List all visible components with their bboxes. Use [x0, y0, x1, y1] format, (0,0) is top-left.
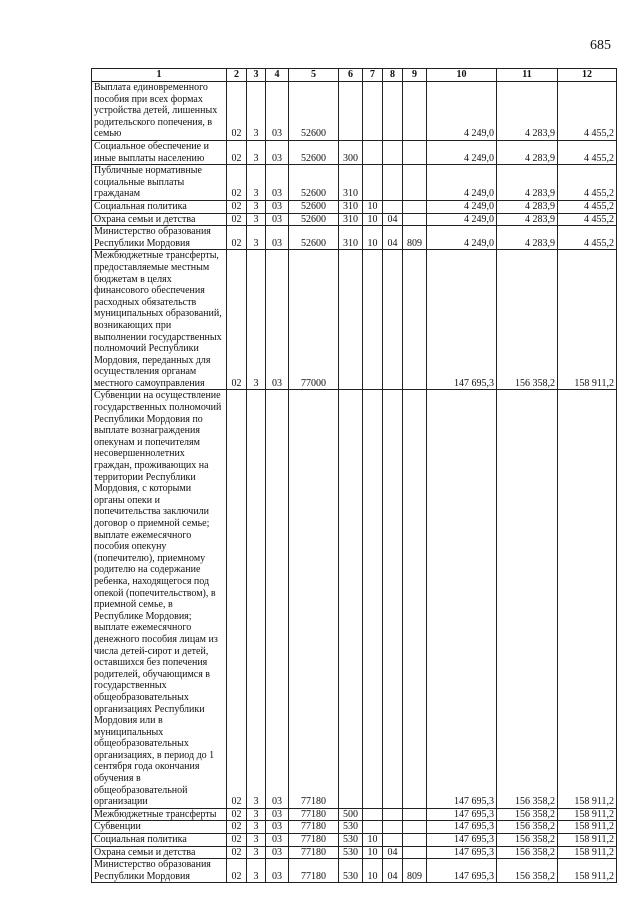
code-col-7: 10 [363, 846, 383, 859]
code-col-3: 3 [247, 808, 266, 821]
code-col-3: 3 [247, 821, 266, 834]
code-col-4: 03 [266, 213, 289, 226]
code-col-6 [339, 390, 363, 808]
code-col-2: 02 [227, 200, 247, 213]
amount-col-12: 158 911,2 [558, 808, 617, 821]
amount-col-10: 4 249,0 [427, 200, 497, 213]
row-name: Социальная политика [92, 834, 227, 847]
row-name: Межбюджетные трансферты [92, 808, 227, 821]
row-name: Социальная политика [92, 200, 227, 213]
code-col-6: 310 [339, 200, 363, 213]
code-col-5: 52600 [289, 165, 339, 201]
code-col-8: 04 [383, 859, 403, 883]
amount-col-12: 4 455,2 [558, 213, 617, 226]
code-col-8: 04 [383, 226, 403, 250]
code-col-9 [403, 213, 427, 226]
code-col-3: 3 [247, 165, 266, 201]
table-row [92, 213, 617, 226]
table-row [92, 821, 617, 834]
code-col-4: 03 [266, 821, 289, 834]
table-row [92, 834, 617, 847]
column-header-1: 1 [92, 69, 227, 82]
amount-col-12: 158 911,2 [558, 846, 617, 859]
amount-col-11: 156 358,2 [497, 846, 558, 859]
code-col-9: 809 [403, 226, 427, 250]
amount-col-12: 158 911,2 [558, 859, 617, 883]
row-name: Социальное обеспечение и иные выплаты населению [92, 141, 227, 165]
amount-col-11: 156 358,2 [497, 821, 558, 834]
code-col-3: 3 [247, 846, 266, 859]
code-col-9 [403, 165, 427, 201]
code-col-2: 02 [227, 82, 247, 141]
code-col-5: 77180 [289, 846, 339, 859]
code-col-8 [383, 82, 403, 141]
code-col-9 [403, 846, 427, 859]
amount-col-11: 4 283,9 [497, 82, 558, 141]
code-col-8 [383, 808, 403, 821]
column-header-11: 11 [497, 69, 558, 82]
amount-col-10: 147 695,3 [427, 834, 497, 847]
code-col-9 [403, 390, 427, 808]
column-header-9: 9 [403, 69, 427, 82]
amount-col-10: 4 249,0 [427, 141, 497, 165]
code-col-2: 02 [227, 390, 247, 808]
code-col-5: 52600 [289, 141, 339, 165]
code-col-7 [363, 82, 383, 141]
code-col-5: 52600 [289, 82, 339, 141]
code-col-8 [383, 200, 403, 213]
code-col-4: 03 [266, 226, 289, 250]
code-col-7: 10 [363, 859, 383, 883]
code-col-6: 310 [339, 213, 363, 226]
code-col-7: 10 [363, 226, 383, 250]
code-col-2: 02 [227, 226, 247, 250]
column-header-5: 5 [289, 69, 339, 82]
code-col-9: 809 [403, 859, 427, 883]
budget-table [91, 68, 617, 883]
code-col-8: 04 [383, 213, 403, 226]
code-col-2: 02 [227, 821, 247, 834]
code-col-4: 03 [266, 834, 289, 847]
amount-col-12: 4 455,2 [558, 82, 617, 141]
code-col-2: 02 [227, 846, 247, 859]
row-name: Субвенции на осуществление государственных полномочий Республики Мордовия по выплате вознаграждения опекунам и попечителям несовершеннолетних граждан, проживающих на территории Республики Мордовия, с которыми органы опеки и попечительства заключили договор о приемной семье; выплате ежемесячного пособия опекуну (попечителю), приемному родителю на содержание ребенка, находящегося под опекой (попечительством), в приемной семье, в Республике Мордовия; выплате ежемесячного денежного пособия лицам из числа детей-сирот и детей, оставшихся без попечения родителей, обучающимся в государственных общеобразовательных организациях Республики Мордовия или в муниципальных общеобразовательных организациях, в период до 1 сентября года окончания обучения в общеобразовательной организации [92, 390, 227, 808]
code-col-4: 03 [266, 141, 289, 165]
column-header-8: 8 [383, 69, 403, 82]
code-col-6: 300 [339, 141, 363, 165]
row-name: Выплата единовременного пособия при всех формах устройства детей, лишенных родительского попечения, в семью [92, 82, 227, 141]
amount-col-11: 4 283,9 [497, 141, 558, 165]
code-col-5: 77180 [289, 390, 339, 808]
code-col-2: 02 [227, 165, 247, 201]
column-header-3: 3 [247, 69, 266, 82]
amount-col-11: 156 358,2 [497, 808, 558, 821]
amount-col-11: 4 283,9 [497, 200, 558, 213]
code-col-8 [383, 834, 403, 847]
row-name: Субвенции [92, 821, 227, 834]
amount-col-12: 4 455,2 [558, 141, 617, 165]
amount-col-12: 4 455,2 [558, 200, 617, 213]
row-name: Министерство образования Республики Мордовия [92, 859, 227, 883]
amount-col-11: 156 358,2 [497, 859, 558, 883]
amount-col-10: 4 249,0 [427, 213, 497, 226]
code-col-4: 03 [266, 250, 289, 390]
code-col-4: 03 [266, 82, 289, 141]
amount-col-10: 147 695,3 [427, 390, 497, 808]
code-col-6: 310 [339, 165, 363, 201]
code-col-9 [403, 250, 427, 390]
code-col-6: 530 [339, 846, 363, 859]
code-col-7: 10 [363, 834, 383, 847]
amount-col-10: 147 695,3 [427, 859, 497, 883]
code-col-4: 03 [266, 808, 289, 821]
code-col-6: 500 [339, 808, 363, 821]
code-col-7 [363, 821, 383, 834]
table-row [92, 82, 617, 141]
code-col-6: 530 [339, 834, 363, 847]
code-col-6: 530 [339, 859, 363, 883]
code-col-2: 02 [227, 834, 247, 847]
amount-col-11: 156 358,2 [497, 250, 558, 390]
amount-col-12: 4 455,2 [558, 165, 617, 201]
code-col-8 [383, 390, 403, 808]
table-row [92, 226, 617, 250]
code-col-5: 77000 [289, 250, 339, 390]
row-name: Охрана семьи и детства [92, 846, 227, 859]
amount-col-11: 4 283,9 [497, 213, 558, 226]
code-col-8 [383, 821, 403, 834]
column-header-6: 6 [339, 69, 363, 82]
code-col-9 [403, 200, 427, 213]
table-header-row [92, 69, 617, 82]
column-header-4: 4 [266, 69, 289, 82]
column-header-12: 12 [558, 69, 617, 82]
code-col-3: 3 [247, 226, 266, 250]
code-col-8 [383, 250, 403, 390]
table-row [92, 808, 617, 821]
code-col-5: 77180 [289, 821, 339, 834]
code-col-7 [363, 808, 383, 821]
code-col-8: 04 [383, 846, 403, 859]
code-col-6 [339, 250, 363, 390]
code-col-5: 77180 [289, 834, 339, 847]
code-col-2: 02 [227, 213, 247, 226]
code-col-3: 3 [247, 213, 266, 226]
amount-col-11: 156 358,2 [497, 834, 558, 847]
code-col-4: 03 [266, 390, 289, 808]
table-row [92, 846, 617, 859]
code-col-7 [363, 141, 383, 165]
row-name: Межбюджетные трансферты, предоставляемые местным бюджетам в целях финансового обеспечения расходных обязательств муниципальных образований, возникающих при выполнении государственных полномочий Республики Мордовия, переданных для осуществления органам местного самоуправления [92, 250, 227, 390]
code-col-6: 310 [339, 226, 363, 250]
code-col-5: 52600 [289, 226, 339, 250]
code-col-7: 10 [363, 213, 383, 226]
code-col-4: 03 [266, 200, 289, 213]
code-col-2: 02 [227, 250, 247, 390]
code-col-4: 03 [266, 846, 289, 859]
code-col-2: 02 [227, 141, 247, 165]
code-col-8 [383, 165, 403, 201]
amount-col-10: 147 695,3 [427, 821, 497, 834]
amount-col-12: 158 911,2 [558, 834, 617, 847]
page-number: 685 [590, 38, 611, 53]
column-header-7: 7 [363, 69, 383, 82]
code-col-7 [363, 165, 383, 201]
row-name: Министерство образования Республики Мордовия [92, 226, 227, 250]
code-col-9 [403, 821, 427, 834]
code-col-3: 3 [247, 390, 266, 808]
code-col-9 [403, 82, 427, 141]
amount-col-12: 158 911,2 [558, 250, 617, 390]
code-col-7 [363, 250, 383, 390]
table-row [92, 165, 617, 201]
code-col-5: 52600 [289, 200, 339, 213]
code-col-6 [339, 82, 363, 141]
code-col-7 [363, 390, 383, 808]
amount-col-10: 147 695,3 [427, 846, 497, 859]
code-col-3: 3 [247, 82, 266, 141]
column-header-2: 2 [227, 69, 247, 82]
code-col-5: 77180 [289, 808, 339, 821]
code-col-2: 02 [227, 808, 247, 821]
amount-col-11: 4 283,9 [497, 165, 558, 201]
amount-col-11: 4 283,9 [497, 226, 558, 250]
code-col-3: 3 [247, 250, 266, 390]
code-col-2: 02 [227, 859, 247, 883]
code-col-9 [403, 834, 427, 847]
code-col-5: 77180 [289, 859, 339, 883]
amount-col-10: 147 695,3 [427, 250, 497, 390]
amount-col-10: 4 249,0 [427, 226, 497, 250]
code-col-8 [383, 141, 403, 165]
code-col-9 [403, 141, 427, 165]
code-col-4: 03 [266, 859, 289, 883]
table-row [92, 141, 617, 165]
amount-col-12: 158 911,2 [558, 821, 617, 834]
code-col-4: 03 [266, 165, 289, 201]
code-col-5: 52600 [289, 213, 339, 226]
amount-col-10: 4 249,0 [427, 165, 497, 201]
amount-col-10: 4 249,0 [427, 82, 497, 141]
column-header-10: 10 [427, 69, 497, 82]
amount-col-11: 156 358,2 [497, 390, 558, 808]
table-row [92, 250, 617, 390]
table-row [92, 859, 617, 883]
code-col-3: 3 [247, 834, 266, 847]
row-name: Публичные нормативные социальные выплаты гражданам [92, 165, 227, 201]
code-col-3: 3 [247, 200, 266, 213]
code-col-3: 3 [247, 141, 266, 165]
code-col-6: 530 [339, 821, 363, 834]
row-name: Охрана семьи и детства [92, 213, 227, 226]
amount-col-10: 147 695,3 [427, 808, 497, 821]
code-col-7: 10 [363, 200, 383, 213]
code-col-3: 3 [247, 859, 266, 883]
amount-col-12: 4 455,2 [558, 226, 617, 250]
table-row [92, 200, 617, 213]
code-col-9 [403, 808, 427, 821]
amount-col-12: 158 911,2 [558, 390, 617, 808]
table-row [92, 390, 617, 808]
